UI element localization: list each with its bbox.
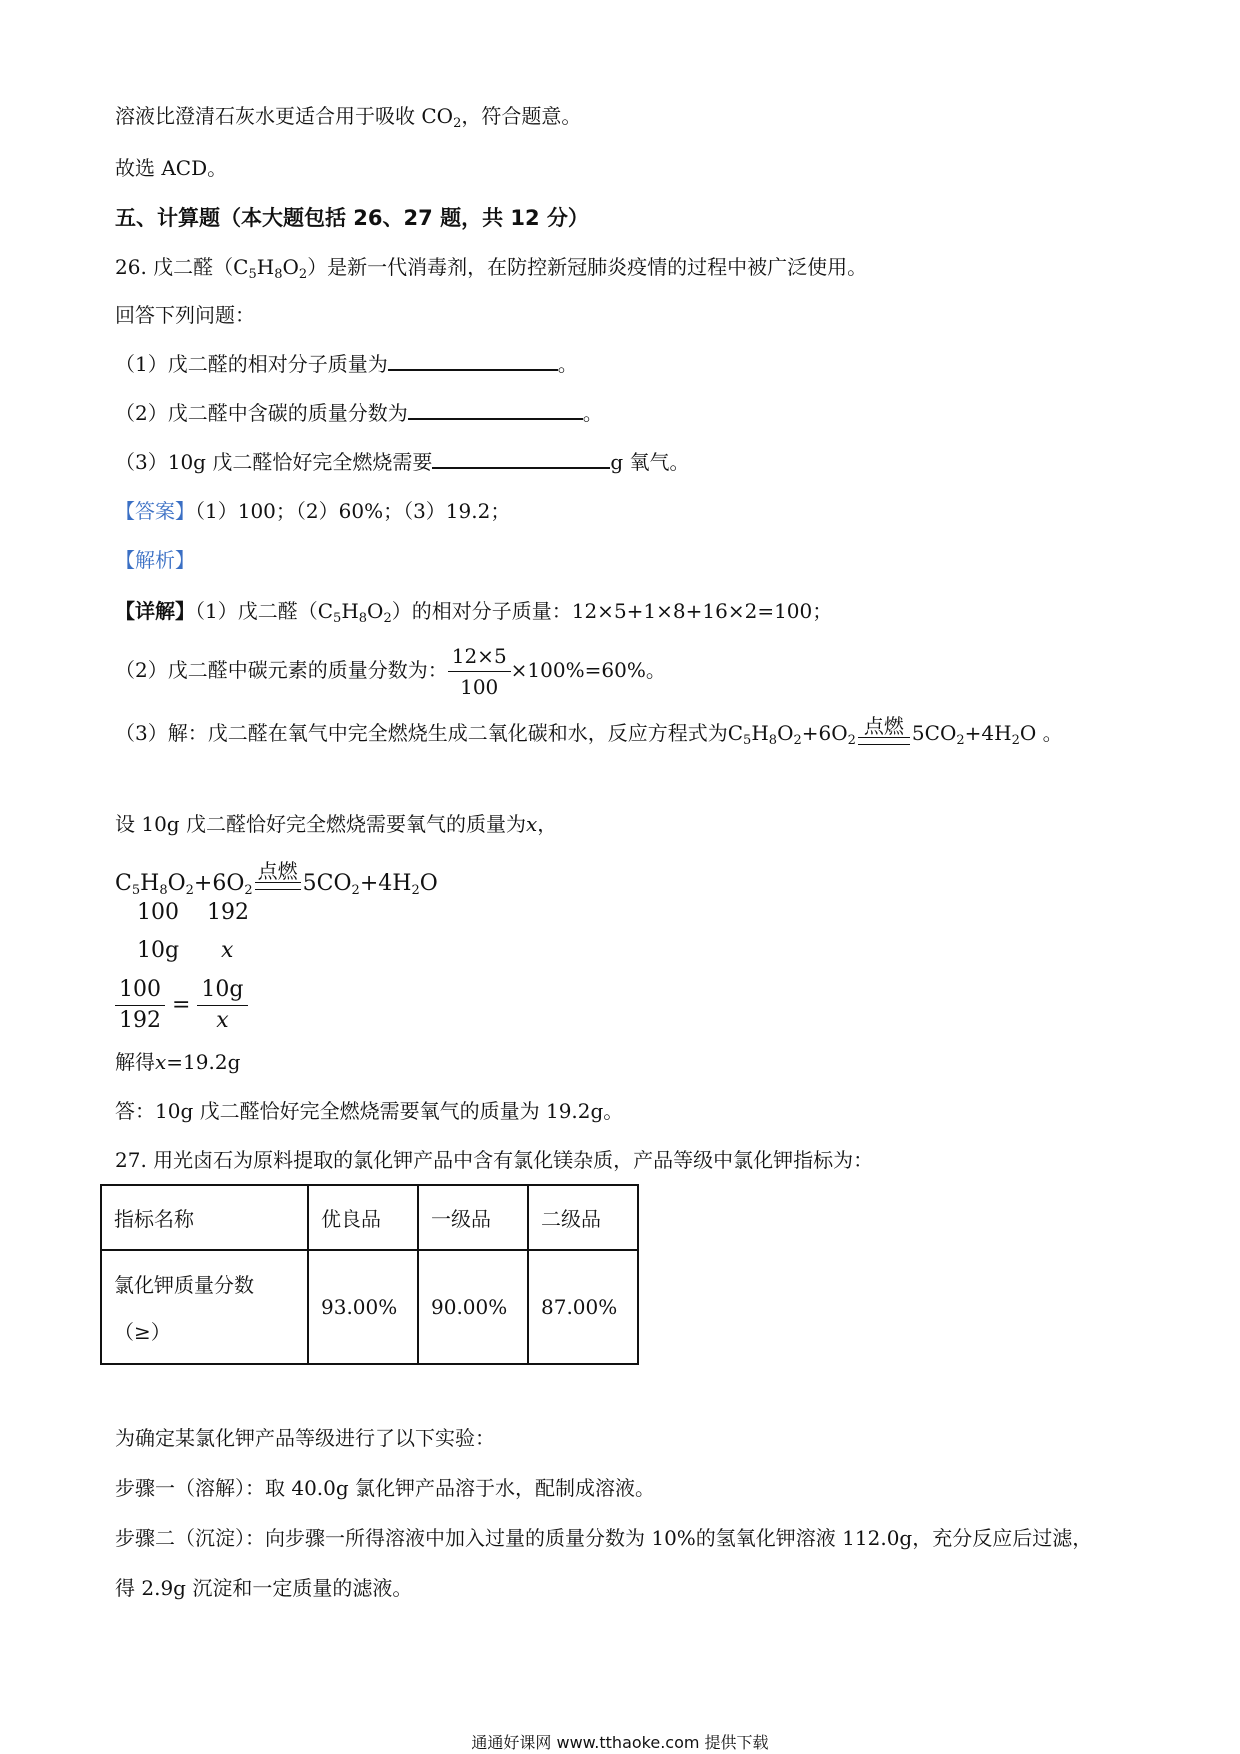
question-26-2: （2）戊二醛中含碳的质量分数为 。 (115, 401, 603, 425)
detail-line-2: （2）戊二醛中碳元素的质量分数为： $\frac{12\times 5}{100}$ ×100%=60%。 (115, 640, 666, 702)
text-line: 步骤二（沉淀）：向步骤一所得溶液中加入过量的质量分数为 10%的氢氧化钾溶液 112.0g，充分反应后过滤， (115, 1526, 1093, 1550)
answer-tag: 【答案】 (115, 499, 195, 523)
text-line: 步骤一（溶解）：取 40.0g 氯化钾产品溶于水，配制成溶液。 (115, 1476, 656, 1500)
question-26-3: （3）10g 戊二醛恰好完全燃烧需要 g 氧气。 (115, 450, 690, 474)
table-header: 优良品 (308, 1185, 418, 1250)
table-header: 指标名称 (101, 1185, 308, 1250)
question-26-1: （1）戊二醛的相对分子质量为 。 (115, 352, 578, 376)
question-27: 27. 用光卤石为原料提取的氯化钾产品中含有氯化镁杂质，产品等级中氯化钾指标为： (115, 1148, 874, 1172)
grade-table (100, 1184, 639, 1365)
solve-line: 解得x=19.2g (115, 1050, 241, 1074)
text-line: 为确定某氯化钾产品等级进行了以下实验： (115, 1426, 495, 1450)
proportion: $\frac{100}{192}$ = $\frac{10g}{x}$ (115, 975, 248, 1036)
table-row (101, 1250, 638, 1364)
table-row (101, 1185, 638, 1250)
calc-mass: 100 (137, 900, 179, 925)
text-line: 故选 ACD。 (115, 156, 228, 180)
answer-blank (388, 351, 558, 371)
let-line: 设 10g 戊二醛恰好完全燃烧需要氧气的质量为x， (115, 812, 558, 836)
table-header: 二级品 (528, 1185, 638, 1250)
table-cell: 氯化钾质量分数 （≥） (101, 1250, 308, 1364)
table-header: 一级品 (418, 1185, 528, 1250)
table-cell: 90.00% (418, 1250, 528, 1364)
table-cell: 87.00% (528, 1250, 638, 1364)
reaction-equation: $C_5H_8O_2+6O_2$ 点燃 $5CO_2+4H_2O$ (728, 721, 1037, 745)
text-line: 得 2.9g 沉淀和一定质量的滤液。 (115, 1576, 413, 1600)
answer-blank (408, 400, 583, 420)
fraction: $\frac{12\times 5}{100}$ (448, 641, 511, 702)
calc-mass: 10g (137, 938, 180, 963)
final-answer: 答：10g 戊二醛恰好完全燃烧需要氧气的质量为 19.2g。 (115, 1099, 624, 1123)
question-26: 26. 戊二醛$(C_5H_8O_2)$是新一代消毒剂，在防控新冠肺炎疫情的过程中被广泛使用。 (115, 255, 868, 282)
page-footer: 通通好课网 www.tthaoke.com 提供下载 (471, 1733, 769, 1752)
text-line: 溶液比澄清石灰水更适合用于吸收 $CO_2$，符合题意。 (115, 104, 582, 131)
analysis-tag: 【解析】 (115, 548, 195, 572)
text-line: 回答下列问题： (115, 303, 255, 327)
calc-equation: $C_5H_8O_2+6O_2$ 点燃 $5CO_2+4H_2O$ (115, 859, 438, 898)
table-cell: 93.00% (308, 1250, 418, 1364)
answer-blank (432, 449, 610, 469)
detail-line-1: 【详解】（1）戊二醛$(C_5H_8O_2)$的相对分子质量：12×5+1×8+16×2=100； (115, 599, 833, 626)
answer-line: 【答案】（1）100；（2）60%；（3）19.2； (115, 499, 511, 523)
detail-line-3: （3）解：戊二醛在氧气中完全燃烧生成二氧化碳和水，反应方程式为$C_5H_8O_2+6O_2$ 点燃 $5CO_2+4H_2O$ 。 (115, 713, 1063, 753)
analysis-line (115, 546, 195, 574)
reaction-arrow: 点燃 (255, 860, 301, 898)
calc-unknown: x (221, 938, 234, 963)
reaction-arrow: 点燃 (858, 715, 910, 753)
calc-mass: 192 (207, 900, 249, 925)
section-heading: 五、计算题（本大题包括 26、27 题，共 12 分） (115, 206, 589, 230)
